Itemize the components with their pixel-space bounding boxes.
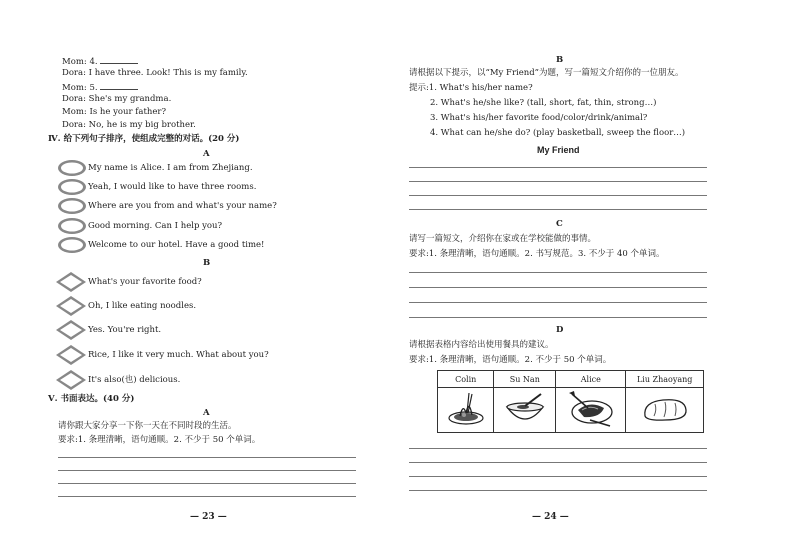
sentence-a: Welcome to our hotel. Have a good time! <box>88 240 265 250</box>
part-b-label: B <box>556 55 564 65</box>
writing-line[interactable] <box>409 195 707 196</box>
sentence-a: My name is Alice. I am from Zhejiang. <box>88 163 253 173</box>
table-header-cell: Liu Zhaoyang <box>626 371 704 388</box>
part-b-hint: 3. What's his/her favorite food/color/drink/animal? <box>430 113 648 123</box>
writing-line[interactable] <box>58 496 356 497</box>
table-header-cell: Alice <box>556 371 626 388</box>
bread-icon <box>641 394 689 424</box>
writing-line[interactable] <box>409 490 707 491</box>
sentence-a: Yeah, I would like to have three rooms. <box>88 182 257 192</box>
table-image-cell <box>494 388 556 433</box>
sentence-b: Oh, I like eating noodles. <box>88 301 197 311</box>
writing-line[interactable] <box>409 462 707 463</box>
part-d-requirements: 要求:1. 条理清晰，语句通顺。2. 不少于 50 个单词。 <box>409 355 612 365</box>
page-number: — 24 — <box>532 512 569 522</box>
part-b-hint: 提示:1. What's his/her name? <box>409 83 533 93</box>
part-b-hint: 2. What's he/she like? (tall, short, fat, thin, strong…) <box>430 98 657 108</box>
section5-title: Ⅴ. 书面表达。(40 分) <box>48 394 135 404</box>
part-d-label: D <box>556 325 564 335</box>
dialogue-line: Dora: No, he is my big brother. <box>62 120 196 130</box>
sentence-b: Rice, I like it very much. What about you? <box>88 350 269 360</box>
writing-line[interactable] <box>409 476 707 477</box>
writing-line[interactable] <box>409 272 707 273</box>
dialogue-line: Dora: She's my grandma. <box>62 94 172 104</box>
sentence-a: Where are you from and what's your name? <box>88 201 277 211</box>
part-a-requirements: 要求:1. 条理清晰，语句通顺。2. 不少于 50 个单词。 <box>58 435 261 445</box>
my-friend-title: My Friend <box>537 145 580 155</box>
writing-line[interactable] <box>409 317 707 318</box>
soup-bowl-icon <box>503 391 547 427</box>
table-image-cell <box>438 388 494 433</box>
section4-title: Ⅳ. 给下列句子排序，使组成完整的对话。(20 分) <box>48 134 240 144</box>
diamond-box[interactable] <box>56 296 86 316</box>
table-header-cell: Colin <box>438 371 494 388</box>
writing-line[interactable] <box>409 209 707 210</box>
writing-line[interactable] <box>409 181 707 182</box>
group-a-label: A <box>203 149 210 159</box>
noodles-icon <box>446 391 486 427</box>
diamond-box[interactable] <box>56 272 86 292</box>
writing-line[interactable] <box>409 167 707 168</box>
oval-box[interactable] <box>58 179 86 195</box>
table-image-cell <box>626 388 704 433</box>
writing-line[interactable] <box>409 302 707 303</box>
part-d-prompt: 请根据表格内容给出使用餐具的建议。 <box>409 340 554 350</box>
page-number: — 23 — <box>190 512 227 522</box>
group-b-label: B <box>203 258 211 268</box>
steak-icon <box>566 390 616 428</box>
table-header-cell: Su Nan <box>494 371 556 388</box>
writing-line[interactable] <box>409 287 707 288</box>
dialogue-line: Mom: 5. <box>62 81 138 94</box>
part-c-prompt: 请写一篇短文，介绍你在家或在学校能做的事情。 <box>409 234 597 244</box>
part-a-label: A <box>203 408 210 418</box>
writing-line[interactable] <box>409 448 707 449</box>
oval-box[interactable] <box>58 218 86 234</box>
part-a-prompt: 请你跟大家分享一下你一天在不同时段的生活。 <box>58 421 237 431</box>
part-b-prompt: 请根据以下提示，以“My Friend”为题，写一篇短文介绍你的一位朋友。 <box>409 68 684 78</box>
sentence-b: It's also(也) delicious. <box>88 375 181 385</box>
writing-line[interactable] <box>58 457 356 458</box>
dialogue-line: Mom: Is he your father? <box>62 107 167 117</box>
sentence-b: Yes. You're right. <box>88 325 162 335</box>
oval-box[interactable] <box>58 237 86 253</box>
sentence-a: Good morning. Can I help you? <box>88 221 223 231</box>
sentence-b: What's your favorite food? <box>88 277 202 287</box>
writing-line[interactable] <box>58 470 356 471</box>
dialogue-line: Dora: I have three. Look! This is my family. <box>62 68 248 78</box>
table-image-cell <box>556 388 626 433</box>
answer-blank[interactable] <box>100 81 138 90</box>
answer-blank[interactable] <box>100 55 138 64</box>
diamond-box[interactable] <box>56 320 86 340</box>
oval-box[interactable] <box>58 198 86 214</box>
diamond-answer-boxes <box>0 0 1 1</box>
diamond-box[interactable] <box>56 345 86 365</box>
part-b-hint: 4. What can he/she do? (play basketball, sweep the floor…) <box>430 128 686 138</box>
dialogue-line: Mom: 4. <box>62 55 138 68</box>
diamond-box[interactable] <box>56 370 86 390</box>
part-c-requirements: 要求:1. 条理清晰，语句通顺。2. 书写规范。3. 不少于 40 个单词。 <box>409 249 665 259</box>
writing-line[interactable] <box>58 483 356 484</box>
tableware-table <box>437 370 704 433</box>
oval-box[interactable] <box>58 160 86 176</box>
part-c-label: C <box>556 219 563 229</box>
